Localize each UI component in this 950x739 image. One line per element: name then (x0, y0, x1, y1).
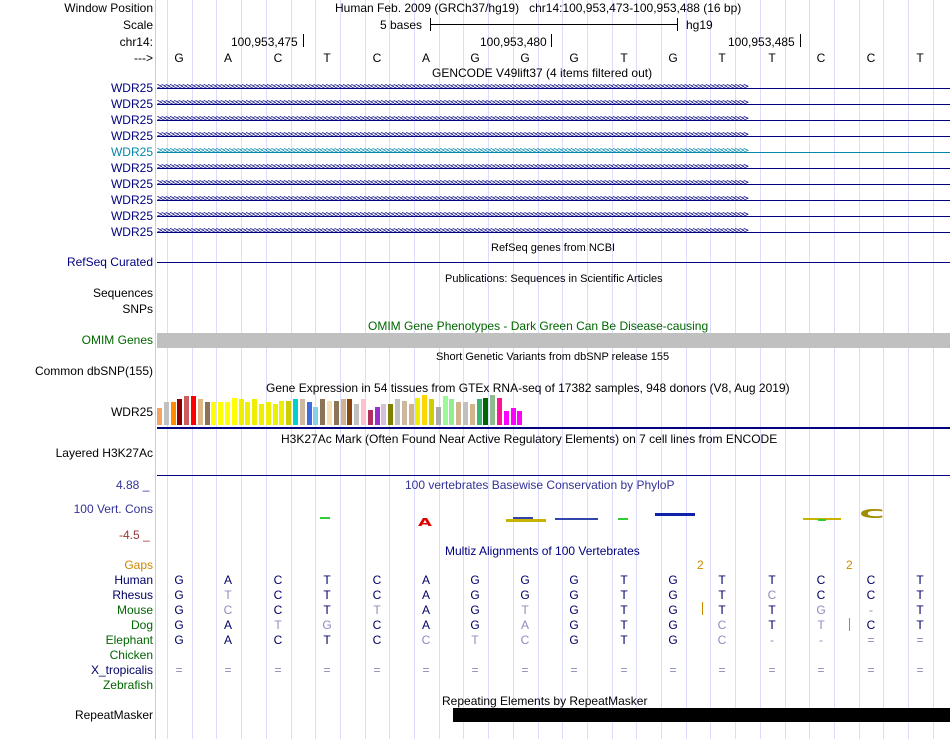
multiz-gap-mark-1: 2 (697, 558, 704, 572)
phylop-mark (655, 513, 695, 516)
multiz-base: T (323, 573, 331, 587)
multiz-base: G (470, 588, 480, 602)
multiz-base: C (372, 573, 382, 587)
multiz-base: = (867, 633, 875, 647)
multiz-base: = (224, 663, 232, 677)
base-letter: T (718, 51, 726, 65)
gencode-item-label[interactable]: WDR25 (110, 193, 153, 207)
multiz-base: C (273, 633, 283, 647)
multiz-base: G (520, 588, 530, 602)
repeatmasker-title[interactable]: Repeating Elements by RepeatMasker (442, 694, 648, 708)
multiz-base: G (816, 603, 826, 617)
multiz-base: G (470, 618, 480, 632)
multiz-species-label[interactable]: Human (114, 573, 153, 587)
multiz-base: T (817, 618, 825, 632)
multiz-base: = (867, 663, 875, 677)
multiz-base: G (174, 588, 184, 602)
multiz-base: = (175, 663, 183, 677)
multiz-base: = (916, 663, 924, 677)
phylop-ymax: 4.88 _ (116, 478, 150, 492)
multiz-species-label[interactable]: Chicken (109, 648, 153, 662)
multiz-base: T (323, 633, 331, 647)
gencode-item-label[interactable]: WDR25 (110, 97, 153, 111)
gencode-item-label[interactable]: WDR25 (110, 113, 153, 127)
multiz-base: T (718, 573, 726, 587)
multiz-base: T (274, 618, 282, 632)
multiz-gap-mark-2: 2 (846, 558, 853, 572)
multiz-base: T (373, 603, 381, 617)
multiz-base: = (373, 663, 381, 677)
gencode-item-label[interactable]: WDR25 (110, 145, 153, 159)
multiz-base: G (174, 603, 184, 617)
multiz-base: G (668, 573, 678, 587)
refseq-label[interactable]: RefSeq Curated (66, 255, 153, 269)
gencode-item-label[interactable]: WDR25 (110, 129, 153, 143)
multiz-base: T (471, 633, 479, 647)
gtex-label[interactable]: WDR25 (110, 405, 153, 419)
window-position-text[interactable]: Human Feb. 2009 (GRCh37/hg19) chr14:100,953,473-100,953,488 (16 bp) (335, 1, 742, 15)
gtex-title[interactable]: Gene Expression in 54 tissues from GTEx RNA-seq of 17382 samples, 948 donors (V8, Aug 2019) (266, 381, 790, 395)
insert-mark (849, 618, 850, 631)
publications-title[interactable]: Publications: Sequences in Scientific Articles (445, 273, 663, 285)
multiz-species-label[interactable]: Dog (130, 618, 153, 632)
multiz-species-label[interactable]: Zebrafish (102, 678, 153, 692)
omim-title[interactable]: OMIM Gene Phenotypes - Dark Green Can Be Disease-causing (368, 319, 709, 333)
chrom-label: chr14: (119, 35, 153, 49)
multiz-base: G (569, 633, 579, 647)
multiz-base: = (768, 663, 776, 677)
gencode-strand-arrows: >>>>>>>>>>>>>>>>>>>>>>>>>>>>>>>>>>>>>>>>>>>>>>>>>>>>>>>>>>>>>>>>>>>>>>>>>>>>>>>>>>>>>>>>>>>>>>>>>>>>>>>>>>>>>>>>>>>>>>>>>>>>>>>>>>>>>>>>>>>> (157, 226, 748, 236)
multiz-base: T (916, 573, 924, 587)
multiz-base: C (372, 618, 382, 632)
gencode-item-label[interactable]: WDR25 (110, 177, 153, 191)
multiz-base: C (273, 573, 283, 587)
position-tick-1: 100,953,475 (231, 35, 298, 49)
multiz-base: G (569, 573, 579, 587)
multiz-base: T (718, 603, 726, 617)
h3k27ac-label[interactable]: Layered H3K27Ac (55, 446, 153, 460)
multiz-base: G (668, 633, 678, 647)
multiz-base: C (767, 588, 777, 602)
position-tick-3: 100,953,485 (728, 35, 795, 49)
multiz-base: C (816, 588, 826, 602)
multiz-base: T (323, 603, 331, 617)
multiz-base: C (520, 633, 530, 647)
multiz-base: T (916, 618, 924, 632)
window-position-label: Window Position (64, 1, 153, 15)
phylop-mark (818, 519, 826, 521)
multiz-base: A (421, 618, 430, 632)
multiz-base: A (421, 573, 430, 587)
multiz-species-label[interactable]: X_tropicalis (90, 663, 153, 677)
gencode-strand-arrows: >>>>>>>>>>>>>>>>>>>>>>>>>>>>>>>>>>>>>>>>>>>>>>>>>>>>>>>>>>>>>>>>>>>>>>>>>>>>>>>>>>>>>>>>>>>>>>>>>>>>>>>>>>>>>>>>>>>>>>>>>>>>>>>>>>>>>>>>>>>> (157, 162, 748, 172)
multiz-species-label[interactable]: Elephant (105, 633, 153, 647)
multiz-base: A (421, 603, 430, 617)
base-letter: C (372, 51, 382, 65)
multiz-base: G (520, 573, 530, 587)
multiz-base: T (521, 603, 529, 617)
multiz-base: G (174, 618, 184, 632)
strand-label: ---> (134, 51, 153, 65)
multiz-base: = (817, 663, 825, 677)
multiz-base: T (718, 588, 726, 602)
omim-label[interactable]: OMIM Genes (81, 333, 153, 347)
base-letter: T (768, 51, 776, 65)
phylop-mark (506, 519, 546, 522)
multiz-base: C (273, 603, 283, 617)
gencode-strand-arrows: >>>>>>>>>>>>>>>>>>>>>>>>>>>>>>>>>>>>>>>>>>>>>>>>>>>>>>>>>>>>>>>>>>>>>>>>>>>>>>>>>>>>>>>>>>>>>>>>>>>>>>>>>>>>>>>>>>>>>>>>>>>>>>>>>>>>>>>>>>>> (157, 146, 748, 156)
dbsnp-title[interactable]: Short Genetic Variants from dbSNP release 155 (436, 351, 670, 363)
multiz-base: = (620, 663, 628, 677)
scale-db: hg19 (686, 18, 713, 32)
multiz-base: C (421, 633, 431, 647)
multiz-gaps-label[interactable]: Gaps (124, 558, 153, 572)
multiz-base: A (520, 618, 529, 632)
gencode-title[interactable]: GENCODE V49lift37 (4 items filtered out) (432, 66, 653, 80)
insert-mark (702, 602, 703, 615)
multiz-base: C (717, 633, 727, 647)
multiz-base: G (668, 588, 678, 602)
gencode-strand-arrows: >>>>>>>>>>>>>>>>>>>>>>>>>>>>>>>>>>>>>>>>>>>>>>>>>>>>>>>>>>>>>>>>>>>>>>>>>>>>>>>>>>>>>>>>>>>>>>>>>>>>>>>>>>>>>>>>>>>>>>>>>>>>>>>>>>>>>>>>>>>> (157, 194, 748, 204)
multiz-base: G (174, 633, 184, 647)
base-letter: C (273, 51, 283, 65)
multiz-base: T (916, 603, 924, 617)
multiz-base: G (569, 603, 579, 617)
gencode-strand-arrows: >>>>>>>>>>>>>>>>>>>>>>>>>>>>>>>>>>>>>>>>>>>>>>>>>>>>>>>>>>>>>>>>>>>>>>>>>>>>>>>>>>>>>>>>>>>>>>>>>>>>>>>>>>>>>>>>>>>>>>>>>>>>>>>>>>>>>>>>>>>> (157, 178, 748, 188)
base-letter: G (174, 51, 184, 65)
multiz-base: C (273, 588, 283, 602)
multiz-base: C (866, 588, 876, 602)
phylop-mark (618, 518, 628, 520)
multiz-base: C (866, 618, 876, 632)
multiz-base: T (323, 588, 331, 602)
multiz-base: G (569, 618, 579, 632)
multiz-base: = (471, 663, 479, 677)
multiz-base: = (323, 663, 331, 677)
multiz-base: C (372, 588, 382, 602)
gencode-strand-arrows: >>>>>>>>>>>>>>>>>>>>>>>>>>>>>>>>>>>>>>>>>>>>>>>>>>>>>>>>>>>>>>>>>>>>>>>>>>>>>>>>>>>>>>>>>>>>>>>>>>>>>>>>>>>>>>>>>>>>>>>>>>>>>>>>>>>>>>>>>>>> (157, 130, 748, 140)
multiz-base: G (668, 603, 678, 617)
scale-text: 5 bases (380, 18, 423, 32)
phylop-logo-a: A (418, 516, 432, 529)
multiz-title[interactable]: Multiz Alignments of 100 Vertebrates (445, 544, 640, 558)
base-letter: A (421, 51, 430, 65)
multiz-base: C (223, 603, 233, 617)
multiz-base: A (223, 633, 232, 647)
multiz-base: = (521, 663, 529, 677)
publications-sequences-label[interactable]: Sequences (92, 286, 153, 300)
dbsnp-label[interactable]: Common dbSNP(155) (34, 364, 153, 378)
multiz-base: C (866, 573, 876, 587)
refseq-title[interactable]: RefSeq genes from NCBI (491, 242, 616, 254)
phylop-ymin: -4.5 _ (119, 528, 150, 542)
phylop-mark (513, 517, 533, 519)
multiz-base: = (274, 663, 282, 677)
gencode-strand-arrows: >>>>>>>>>>>>>>>>>>>>>>>>>>>>>>>>>>>>>>>>>>>>>>>>>>>>>>>>>>>>>>>>>>>>>>>>>>>>>>>>>>>>>>>>>>>>>>>>>>>>>>>>>>>>>>>>>>>>>>>>>>>>>>>>>>>>>>>>>>>> (157, 82, 748, 92)
multiz-base: T (620, 618, 628, 632)
publications-snps-label[interactable]: SNPs (122, 302, 153, 316)
multiz-base: G (322, 618, 332, 632)
multiz-base: C (816, 573, 826, 587)
gencode-item-label[interactable]: WDR25 (110, 209, 153, 223)
multiz-base: T (620, 633, 628, 647)
multiz-base: A (223, 573, 232, 587)
position-tick-2: 100,953,480 (480, 35, 547, 49)
multiz-base: - (819, 633, 823, 647)
base-letter: T (620, 51, 628, 65)
base-letter: C (816, 51, 826, 65)
multiz-base: T (768, 618, 776, 632)
multiz-base: T (768, 573, 776, 587)
phylop-logo-c: C (859, 506, 885, 522)
multiz-base: = (669, 663, 677, 677)
base-letter: G (668, 51, 678, 65)
multiz-base: A (421, 588, 430, 602)
multiz-base: G (470, 573, 480, 587)
h3k27ac-title[interactable]: H3K27Ac Mark (Often Found Near Active Regulatory Elements) on 7 cell lines from ENCODE (281, 432, 778, 446)
multiz-species-label[interactable]: Mouse (116, 603, 153, 617)
base-letter: A (223, 51, 232, 65)
base-letter: G (569, 51, 579, 65)
base-letter: G (520, 51, 530, 65)
base-letter: T (916, 51, 924, 65)
base-letter: T (323, 51, 331, 65)
multiz-base: G (668, 618, 678, 632)
gencode-item-label[interactable]: WDR25 (110, 81, 153, 95)
phylop-label[interactable]: 100 Vert. Cons (73, 502, 153, 516)
scale-label: Scale (122, 18, 153, 32)
phylop-title[interactable]: 100 vertebrates Basewise Conservation by PhyloP (405, 478, 675, 492)
multiz-base: T (768, 603, 776, 617)
gencode-strand-arrows: >>>>>>>>>>>>>>>>>>>>>>>>>>>>>>>>>>>>>>>>>>>>>>>>>>>>>>>>>>>>>>>>>>>>>>>>>>>>>>>>>>>>>>>>>>>>>>>>>>>>>>>>>>>>>>>>>>>>>>>>>>>>>>>>>>>>>>>>>>>> (157, 210, 748, 220)
multiz-base: C (372, 633, 382, 647)
multiz-base: = (570, 663, 578, 677)
multiz-base: G (470, 603, 480, 617)
gencode-item-label[interactable]: WDR25 (110, 161, 153, 175)
repeatmasker-label[interactable]: RepeatMasker (74, 708, 153, 722)
multiz-base: G (569, 588, 579, 602)
repeatmasker-feature[interactable] (453, 708, 950, 722)
gencode-item-label[interactable]: WDR25 (110, 225, 153, 239)
base-letter: G (470, 51, 480, 65)
multiz-base: = (718, 663, 726, 677)
phylop-mark (555, 518, 598, 520)
multiz-base: = (422, 663, 430, 677)
gencode-strand-arrows: >>>>>>>>>>>>>>>>>>>>>>>>>>>>>>>>>>>>>>>>>>>>>>>>>>>>>>>>>>>>>>>>>>>>>>>>>>>>>>>>>>>>>>>>>>>>>>>>>>>>>>>>>>>>>>>>>>>>>>>>>>>>>>>>>>>>>>>>>>>> (157, 98, 748, 108)
multiz-base: A (223, 618, 232, 632)
multiz-base: T (620, 573, 628, 587)
multiz-base: - (869, 603, 873, 617)
multiz-base: T (620, 588, 628, 602)
base-letter: C (866, 51, 876, 65)
gencode-strand-arrows: >>>>>>>>>>>>>>>>>>>>>>>>>>>>>>>>>>>>>>>>>>>>>>>>>>>>>>>>>>>>>>>>>>>>>>>>>>>>>>>>>>>>>>>>>>>>>>>>>>>>>>>>>>>>>>>>>>>>>>>>>>>>>>>>>>>>>>>>>>>> (157, 114, 748, 124)
multiz-base: = (916, 633, 924, 647)
multiz-species-label[interactable]: Rhesus (112, 588, 153, 602)
multiz-base: C (717, 618, 727, 632)
multiz-base: T (620, 603, 628, 617)
multiz-base: T (916, 588, 924, 602)
multiz-base: G (174, 573, 184, 587)
phylop-mark (320, 517, 330, 519)
multiz-base: T (224, 588, 232, 602)
multiz-base: - (770, 633, 774, 647)
